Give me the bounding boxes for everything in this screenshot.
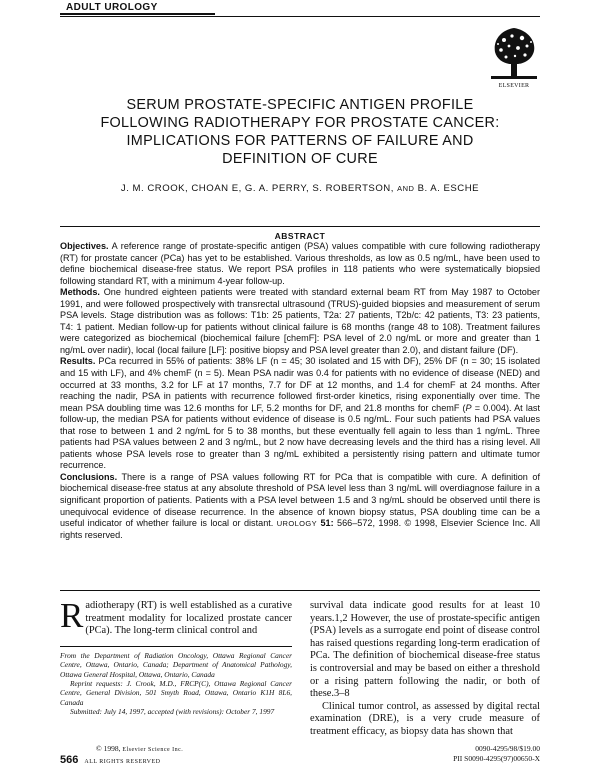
footnote-submitted: Submitted: July 14, 1997, accepted (with revisions): October 7, 1997	[70, 707, 275, 717]
body-column-right	[310, 600, 540, 739]
intro-paragraph	[60, 596, 292, 638]
footnote-reprint: Reprint requests: J. Crook, M.D., FRCP(C), Ottawa Regional Cancer Centre, General Division, 501 Smyth Road, Ottawa, Ontario K1H 8L6, Canada	[60, 679, 292, 707]
footer-issn: 0090-4295/98/$19.00	[475, 744, 540, 753]
elsevier-tree-logo-icon	[487, 24, 541, 82]
abstract-top-rule	[60, 226, 540, 227]
results-label: Results.	[60, 356, 96, 367]
results-p-symbol: P	[465, 402, 472, 413]
intro-text: adiotherapy (RT) is well established as a curative treatment modality for localized prostate cancer (PCa). The long-term clinical control and	[85, 600, 292, 637]
title-line: IMPLICATIONS FOR PATTERNS OF FAILURE AND	[126, 133, 474, 149]
footer-left	[60, 744, 300, 767]
article-title	[75, 96, 525, 168]
authors-last: B. A. ESCHE	[417, 183, 480, 194]
authors-main: J. M. CROOK, CHOAN E, G. A. PERRY, S. ROBERTSON,	[120, 183, 394, 194]
footnotes	[60, 651, 292, 717]
title-line: DEFINITION OF CURE	[222, 151, 378, 167]
results-text-a: PCa recurred in 55% of patients: 38% LF (n = 45; 30 isolated and 15 with DF), 25% DF (n = 30; 15 isolated and 15 with LF), and 4% chemF (n = 5). Mean PSA nadir was 0.4 for patients with no evidence of disease (NED) and occurred at 33 months, 3.2 for LF at 17 months, 7.7 for DF at 12 months, and 1.4 for chemF at 24 months. After reaching the nadir, PSA in patients with recurrence followed first-order kinetics, rising exponentially over time. The mean PSA doubling time was 12.6 months for LF, 5.2 months for DF, and 21.8 months for chemF (	[60, 356, 541, 413]
footer-rights: ALL RIGHTS RESERVED	[84, 759, 161, 765]
author-list	[60, 183, 540, 194]
header-divider	[60, 16, 540, 17]
methods-text: One hundred eighteen patients were treated with standard external beam RT from May 1987 to October 1991, and were followed prospectively with transrectal ultrasound (TRUS)-guided biopsies and measurement of serum PSA levels. Stage distribution was as follows: T1b: 25 patients, T2a: 27 patients, T2b/c: 42 patients, T3: 23 patients, T4: 1 patient. Median follow-up for patients without clinical failure is 68 months (range 48 to 108). Treatment failures were categorized as biochemical (biochemical failure [chemF]: PSA level of 2.0 ng/mL or more and greater than 1 ng/mL over nadir), local (local failure [LF]: positive biopsy and PSA level greater than 2.0), and distant failure (DF).	[60, 287, 540, 355]
footer-pii: PII S0090-4295(97)00650-X	[453, 754, 540, 763]
abstract-heading: ABSTRACT	[274, 231, 326, 241]
footer-publisher: Elsevier Science Inc.	[122, 747, 184, 753]
footer-right	[380, 744, 540, 764]
title-line: SERUM PROSTATE-SPECIFIC ANTIGEN PROFILE	[126, 97, 474, 113]
citation-rest: 566–572, 1998. © 1998, Elsevier Science Inc. All rights reserved.	[60, 518, 541, 540]
abstract-methods	[60, 287, 540, 356]
abstract-results	[60, 356, 540, 471]
body-column-left	[60, 596, 292, 717]
publisher-logo-text: ELSEVIER	[498, 83, 530, 89]
citation-volume: 51:	[320, 518, 334, 529]
dropcap-letter: R	[60, 596, 84, 635]
conclusions-label: Conclusions.	[60, 471, 118, 482]
objectives-label: Objectives.	[60, 241, 109, 251]
objectives-text: A reference range of prostate-specific antigen (PSA) values compatible with cure following radiotherapy (RT) for prostate cancer (PCa) has yet to be established. Various thresholds, as low as 0.5 ng/mL, have been used to define biochemical disease-free status. We report PSA profiles in 118 patients who were systematically biopsied following standard RT, with a minimum 4-year follow-up.	[60, 241, 540, 286]
authors-and: AND	[397, 184, 415, 193]
page-number: 566	[60, 754, 79, 766]
section-label: ADULT UROLOGY	[66, 2, 158, 13]
methods-label: Methods.	[60, 287, 100, 298]
body-paragraph: survival data indicate good results for at least 10 years.1,2 However, the use of prostate-specific antigen (PSA) levels as a surrogate end point of disease control has raised questions regarding long-term eradication of PCa. The definition of biochemical disease-free status is controversial and may be based on either a threshold or a rising pattern following the nadir, or both of these.3–8	[310, 600, 540, 700]
footer-copyright: © 1998,	[96, 744, 123, 753]
abstract-conclusions	[60, 472, 540, 541]
footnote-affiliation: From the Department of Radiation Oncology, Ottawa Regional Cancer Centre, Ottawa, Ontario, Canada; Department of Anatomical Pathology, Ottawa General Hospital, Ottawa, Ontario, Canada	[60, 650, 292, 679]
footer-copyright-line	[60, 744, 300, 755]
title-line: FOLLOWING RADIOTHERAPY FOR PROSTATE CANCER:	[100, 115, 500, 131]
abstract-bottom-rule	[60, 590, 540, 591]
conclusions-text: There is a range of PSA values following RT for PCa that is compatible with cure. A definition of biochemical disease-free status at any absolute threshold of PSA level less than 3 ng/mL will overdiagnose failure in a significant proportion of patients. Patients with a PSA level between 1.5 and 3 ng/mL should be observed until there is unequivocal evidence of disease recurrence. In the absence of known biopsy status, PSA doubling time can be a useful indicator of whether failure is local or distant.	[60, 471, 540, 529]
footer-page-line	[60, 755, 300, 767]
section-header	[60, 0, 215, 15]
abstract-body	[60, 241, 540, 541]
footnote-divider	[60, 646, 292, 647]
abstract-objectives	[60, 241, 540, 287]
body-paragraph: Clinical tumor control, as assessed by digital rectal examination (DRE), is a very crude measure of treatment efficacy, as biopsy data has shown that	[310, 700, 540, 737]
citation-journal: UROLOGY	[276, 519, 318, 529]
results-text-b: = 0.004). At last follow-up, the median PSA for patients without evidence of disease is 0.5 ng/mL. Four such patients had PSA values that rose to between 1 and 2 ng/mL for 5 to 38 months, but these eventually fell again to less than 1 ng/mL. Three patients had PSA values between 2 and 3 ng/mL, but 2 now have decreasing levels and the third has a rising level. All patients whose PSA levels rose to greater than 3 ng/mL exhibited a persistently rising pattern and ultimate tumor recurrence.	[60, 402, 540, 471]
